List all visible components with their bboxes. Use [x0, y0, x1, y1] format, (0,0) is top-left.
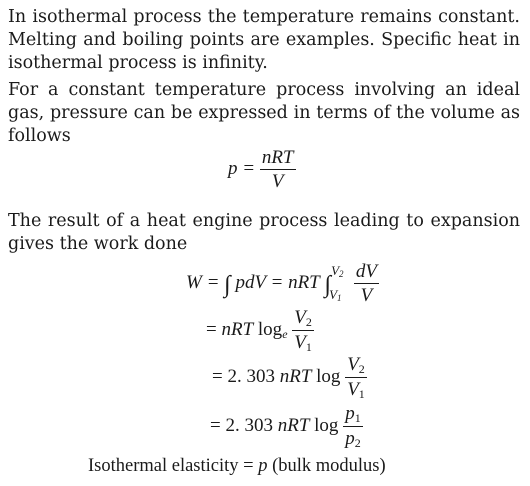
equation-work-log-pressure: = 2. 303 nRT log $\frac{p_1}{p_2}$	[210, 403, 361, 450]
equation-pressure-lhs: p =	[228, 157, 256, 179]
equation-work-log-e: = nRT $\log_e$ $\frac{V_2}{V_1}$	[206, 307, 312, 354]
paragraph-constant-temperature: For a constant temperature process involving an ideal gas, pressure can be expressed in terms of the volume as follows	[8, 80, 520, 146]
equation-work-lhs: W =	[186, 271, 220, 293]
fraction-v2-over-v1: $\frac{V_2}{V_1}$	[347, 354, 365, 401]
document-page	[8, 6, 520, 148]
fraction-dv-over-v: $\frac{dV}{V}$	[355, 261, 377, 306]
fraction-p1-over-p2: $\frac{p_1}{p_2}$	[345, 403, 361, 450]
equation-work-integrand: pdV = nRT	[235, 271, 320, 293]
fraction-denominator: V	[271, 171, 284, 192]
integral-sign: ∫	[324, 271, 332, 298]
paragraph-heat-engine: The result of a heat engine process leading to expansion gives the work done	[8, 211, 520, 254]
equation-isothermal-elasticity: Isothermal elasticity = p (bulk modulus)	[88, 456, 386, 476]
integral-sign: ∫	[224, 271, 231, 298]
fraction-nrt-over-v	[260, 148, 296, 191]
paragraph-isothermal-intro: In isothermal process the temperature remains constant. Melting and boiling points are examples. Specific heat in isothermal process is infinity.	[8, 7, 520, 73]
equation-work-log-volume: = 2. 303 nRT log $\frac{V_2}{V_1}$	[212, 354, 365, 401]
equation-pressure	[228, 148, 296, 191]
equation-work-integral	[186, 262, 379, 305]
fraction-numerator: nRT	[261, 147, 294, 168]
integral-limits: $V_2$ $V_1$	[329, 262, 344, 303]
fraction-v2-over-v1: $\frac{V_2}{V_1}$	[294, 307, 312, 354]
